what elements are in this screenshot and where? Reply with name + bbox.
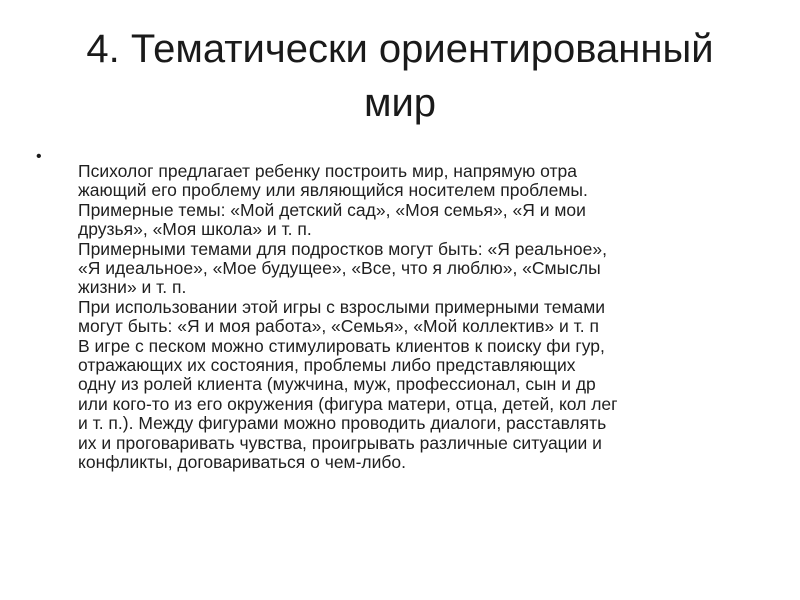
body-line: их и проговаривать чувства, проигрывать различные ситуации и (78, 432, 602, 453)
body-line: «Я идеальное», «Мое будущее», «Все, что я люблю», «Смыслы (78, 258, 601, 279)
slide-title-line-2: мир (363, 81, 437, 125)
body-line: и т. п.). Между фигурами можно проводить диалоги, расставлять (78, 413, 607, 434)
body-line: жизни» и т. п. (78, 277, 187, 298)
body-line: Примерными темами для подростков могут быть: «Я реальное», (78, 238, 607, 259)
body-line: В игре с песком можно стимулировать клиентов к поиску фи гур, (78, 335, 605, 356)
body-line: или кого-то из его окружения (фигура матери, отца, детей, кол лег (78, 393, 618, 414)
body-line: жающий его проблему или являющийся носителем проблемы. (78, 180, 588, 201)
body-line: Психолог предлагает ребенку построить мир, напрямую отра (78, 161, 577, 181)
body-line: конфликты, договариваться о чем-либо. (78, 452, 407, 473)
bullet-marker: • (36, 148, 42, 165)
slide-title-line-1: 4. Тематически ориентированный (86, 27, 714, 71)
body-line: Примерные темы: «Мой детский сад», «Моя семья», «Я и мои (78, 199, 586, 220)
body-line: отражающих их состояния, проблемы либо представляющих (78, 355, 576, 376)
body-line: При использовании этой игры с взрослыми примерными темами (78, 296, 606, 317)
body-line: одну из ролей клиента (мужчина, муж, профессионал, сын и др (78, 374, 596, 395)
body-line: друзья», «Моя школа» и т. п. (78, 219, 312, 240)
slide-title (40, 22, 760, 130)
body-line: могут быть: «Я и моя работа», «Семья», «Мой коллектив» и т. п (78, 316, 599, 337)
slide-body-text (78, 162, 778, 473)
